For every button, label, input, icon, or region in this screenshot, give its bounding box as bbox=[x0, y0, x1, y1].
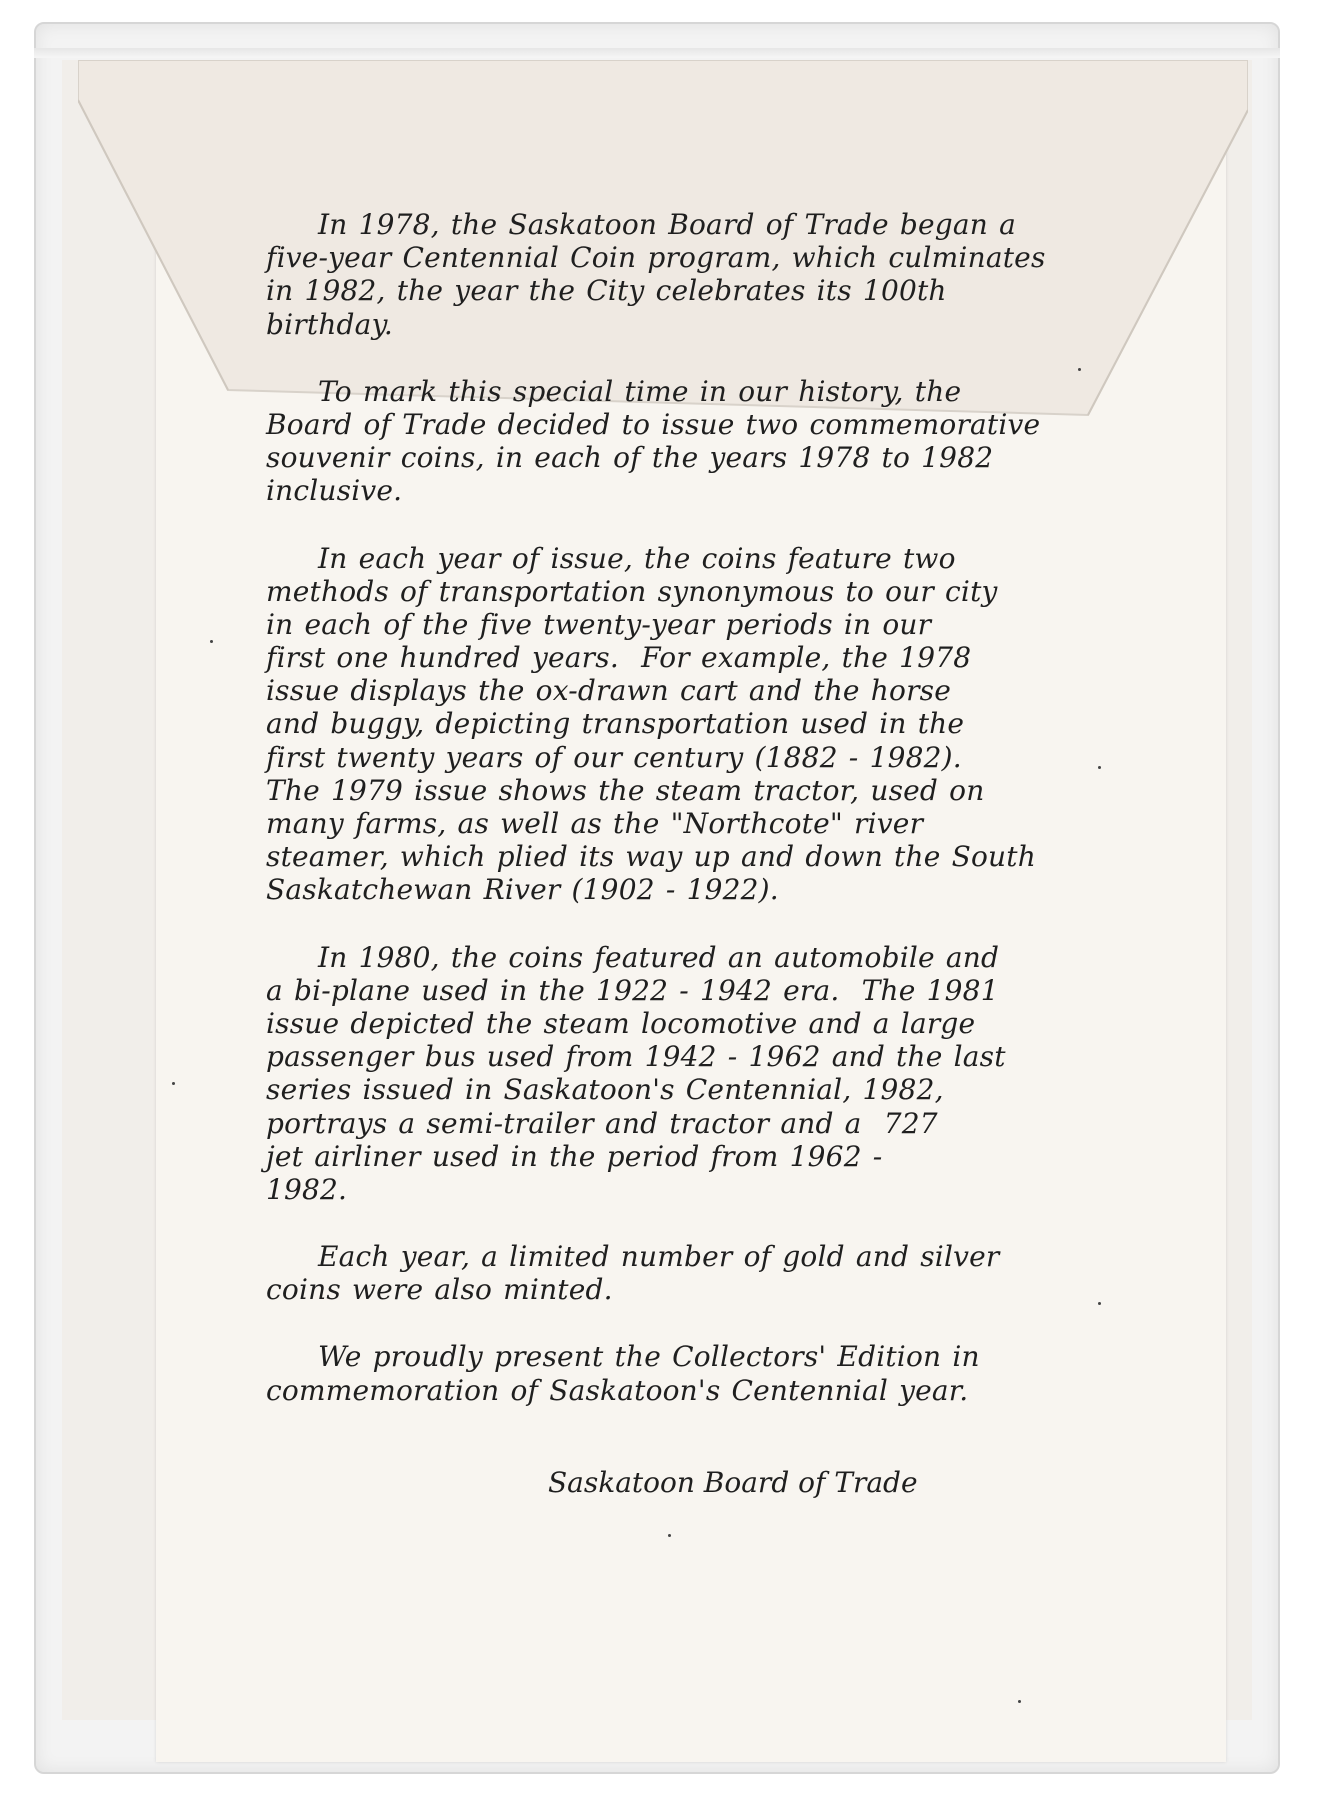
text-line: In each year of issue, the coins feature two bbox=[318, 541, 956, 575]
paragraph-5 bbox=[266, 1240, 1186, 1306]
text-line: inclusive. bbox=[266, 474, 403, 508]
text-line: issue depicted the steam locomotive and a large bbox=[266, 1006, 976, 1040]
sleeve-top-edge bbox=[34, 48, 1280, 58]
text-line: commemoration of Saskatoon's Centennial year. bbox=[266, 1373, 969, 1407]
text-line: issue displays the ox-drawn cart and the horse bbox=[266, 674, 952, 708]
text-line: Board of Trade decided to issue two commemorative bbox=[266, 407, 1041, 441]
text-line: in 1982, the year the City celebrates its 100th bbox=[266, 274, 947, 308]
text-line: and buggy, depicting transportation used in the bbox=[266, 707, 965, 741]
text-line: steamer, which plied its way up and down the South bbox=[266, 840, 1036, 874]
text-line: birthday. bbox=[266, 307, 393, 341]
text-line: five-year Centennial Coin program, which culminates bbox=[266, 241, 1046, 275]
text-line: In 1978, the Saskatoon Board of Trade began a bbox=[318, 208, 1016, 241]
text-line: To mark this special time in our history, the bbox=[318, 374, 962, 408]
text-line: In 1980, the coins featured an automobile and bbox=[318, 940, 1000, 974]
text-line: souvenir coins, in each of the years 1978 to 1982 bbox=[266, 441, 994, 475]
speck bbox=[1098, 766, 1101, 769]
text-line: We proudly present the Collectors' Edition in bbox=[318, 1340, 980, 1374]
speck bbox=[1078, 368, 1081, 371]
text-line: first one hundred years. For example, the 1978 bbox=[266, 641, 972, 675]
paragraph-6 bbox=[266, 1340, 1186, 1406]
paragraph-2 bbox=[266, 375, 1186, 508]
speck bbox=[1018, 1700, 1021, 1703]
speck bbox=[668, 1534, 671, 1537]
text-line: portrays a semi-trailer and tractor and a 727 bbox=[266, 1106, 938, 1140]
text-line: passenger bus used from 1942 - 1962 and the last bbox=[266, 1040, 1006, 1074]
text-line: a bi-plane used in the 1922 - 1942 era. The 1981 bbox=[266, 973, 999, 1007]
paragraph-1 bbox=[266, 208, 1186, 341]
text-line: coins were also minted. bbox=[266, 1273, 613, 1307]
speck bbox=[210, 640, 213, 643]
letter-body bbox=[266, 208, 1186, 1407]
text-line: series issued in Saskatoon's Centennial, 1982, bbox=[266, 1073, 944, 1107]
text-line: The 1979 issue shows the steam tractor, used on bbox=[266, 773, 985, 807]
text-line: Each year, a limited number of gold and silver bbox=[318, 1240, 1000, 1274]
text-line: Saskatchewan River (1902 - 1922). bbox=[266, 873, 779, 907]
paragraph-4 bbox=[266, 941, 1186, 1207]
text-line: first twenty years of our century (1882 - 1982). bbox=[266, 740, 962, 774]
paragraph-3 bbox=[266, 542, 1186, 907]
signature: Saskatoon Board of Trade bbox=[548, 1466, 918, 1499]
text-line: many farms, as well as the "Northcote" river bbox=[266, 807, 924, 840]
speck bbox=[1098, 1302, 1101, 1305]
text-line: jet airliner used in the period from 1962 - bbox=[266, 1139, 883, 1173]
text-line: methods of transportation synonymous to our city bbox=[266, 574, 998, 608]
speck bbox=[172, 1082, 175, 1085]
text-line: 1982. bbox=[266, 1172, 348, 1206]
text-line: in each of the five twenty-year periods in our bbox=[266, 607, 932, 641]
